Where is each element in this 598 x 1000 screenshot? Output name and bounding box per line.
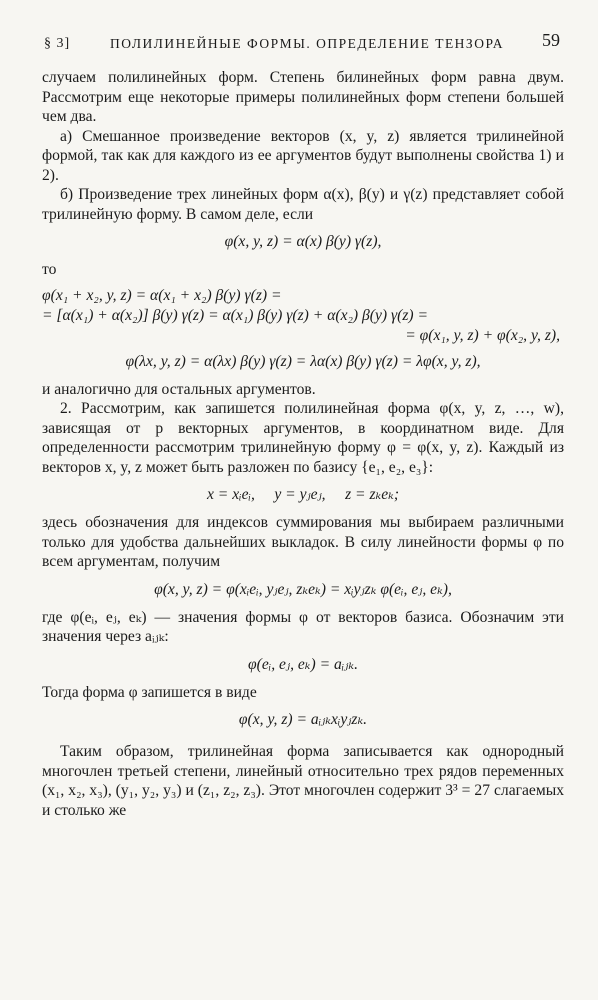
page-number: 59 (542, 30, 560, 50)
paragraph-indices: здесь обозначения для индексов суммирования мы выбираем различными только для удобства дальнейших выкладок. В силу линейности формы φ по всем аргументам, получим (42, 514, 564, 570)
paragraph-2: 2. Рассмотрим, как запишется полилинейная форма φ(x, y, z, …, w), зависящая от p векторных аргументов, в координатном виде. Для определенности рассмотрим трилинейную форму φ = φ(x, y, z). Каждый из векторов x, y, z может быть разложен по базису {e₁, e₂, e₃}: (42, 400, 564, 476)
word-to: то (42, 261, 57, 278)
page (42, 30, 564, 820)
equation-2a: φ(x₁ + x₂, y, z) = α(x₁ + x₂) β(y) γ(z) = (42, 286, 282, 304)
paragraph-example-b: б) Произведение трех линейных форм α(x), β(y) и γ(z) представляет собой трилинейную форму. В самом деле, если (42, 186, 564, 223)
paragraph-example-a: а) Смешанное произведение векторов (x, y, z) является трилинейной формой, так как для каждого из ее аргументов будут выполнены свойства 1) и 2). (42, 127, 564, 184)
paragraph-conclusion: Таким образом, трилинейная форма записывается как однородный многочлен третьей степени, линейный относительно трех рядов переменных (x₁, x₂, x₃), (y₁, y₂, y₃) и (z₁, z₂, z₃). Этот многочлен содержит 3³ = 27 слагаемых и столько же (42, 743, 564, 819)
equation-3: φ(λx, y, z) = α(λx) β(y) γ(z) = λα(x) β(y) γ(z) = λφ(x, y, z), (125, 352, 481, 370)
paragraph-other-args: и аналогично для остальных аргументов. (42, 380, 316, 398)
equation-6: φ(eᵢ, eⱼ, eₖ) = aᵢⱼₖ. (248, 655, 358, 673)
section-marker: § 3] (44, 36, 71, 51)
chapter-title: ПОЛИЛИНЕЙНЫЕ ФОРМЫ. ОПРЕДЕЛЕНИЕ ТЕНЗОРА (110, 36, 504, 51)
equation-7: φ(x, y, z) = aᵢⱼₖxᵢyⱼzₖ. (238, 711, 368, 728)
paragraph-basis-values: где φ(eᵢ, eⱼ, eₖ) — значения формы φ от векторов базиса. Обозначим эти значения через aᵢⱼₖ: (42, 608, 564, 645)
paragraph-1: случаем полилинейных форм. Степень билинейных форм равна двум. Рассмотрим еще некоторые примеры полилинейных форм степени большей чем два. (42, 69, 564, 125)
equation-4: x = xᵢeᵢ, y = yⱼeⱼ, z = zₖeₖ; (206, 486, 400, 503)
equation-2b: = [α(x₁) + α(x₂)] β(y) γ(z) = α(x₁) β(y) γ(z) + α(x₂) β(y) γ(z) = (42, 306, 428, 324)
running-header (42, 30, 564, 56)
equation-5: φ(x, y, z) = φ(xᵢeᵢ, yⱼeⱼ, zₖeₖ) = xᵢyⱼzₖ φ(eᵢ, eⱼ, eₖ), (154, 580, 452, 598)
equation-1: φ(x, y, z) = α(x) β(y) γ(z), (224, 233, 382, 250)
equation-2c: = φ(x₁, y, z) + φ(x₂, y, z), (405, 326, 560, 344)
paragraph-form-written: Тогда форма φ запишется в виде (42, 683, 257, 701)
